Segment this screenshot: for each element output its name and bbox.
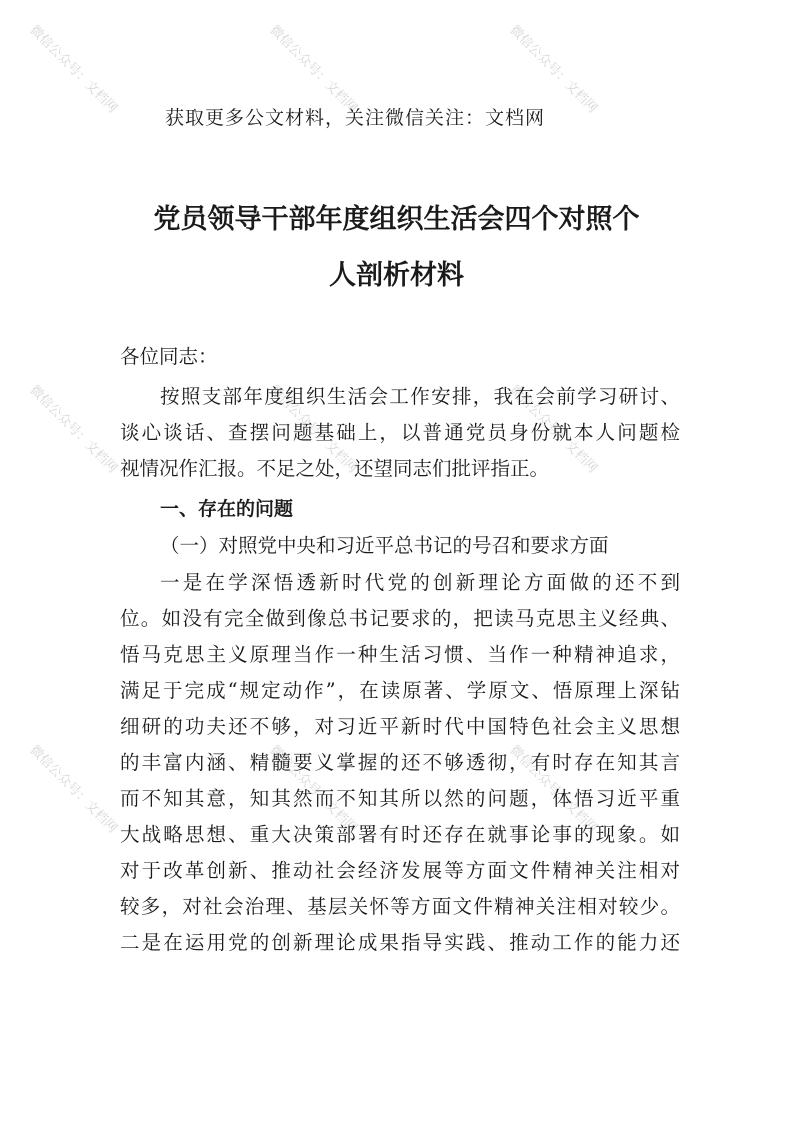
document-title-line-1: 党员领导干部年度组织生活会四个对照个 [153,204,640,235]
body-line: 而不知其意，知其然而不知其所以然的问题，体悟习近平重 [120,787,680,810]
section-heading: 一、存在的问题 [160,498,294,520]
body-line: 较多，对社会治理、基层关怀等方面文件精神关注相对较少。 [120,895,680,918]
intro-line: 按照支部年度组织生活会工作安排，我在会前学习研讨、 [160,385,680,408]
header-note: 获取更多公文材料，关注微信关注：文档网 [165,107,546,129]
body-line: 的丰富内涵、精髓要义掌握的还不够透彻，有时存在知其言 [120,751,680,774]
watermark: 微信公众号：文档网 [266,382,360,477]
watermark: 微信公众号：文档网 [26,382,120,477]
body-line: 悟马克思主义原理当作一种生活习惯、当作一种精神追求， [120,643,680,666]
body-line: 对于改革创新、推动社会经济发展等方面文件精神关注相对 [120,859,680,882]
watermark: 微信公众号：文档网 [506,382,600,477]
intro-line: 视情况作汇报。不足之处，还望同志们批评指正。 [120,457,550,480]
body-line: 一是在学深悟透新时代党的创新理论方面做的还不到 [160,571,680,594]
watermark: 微信公众号：文档网 [266,742,360,837]
body-line: 二是在运用党的创新理论成果指导实践、推动工作的能力还 [120,931,680,954]
subsection-heading: （一）对照党中央和习近平总书记的号召和要求方面 [160,534,609,557]
body-line: 大战略思想、重大决策部署有时还存在就事论事的现象。如 [120,823,680,846]
watermark: 微信公众号：文档网 [506,22,600,117]
salutation: 各位同志： [120,345,218,368]
watermark: 微信公众号：文档网 [26,742,120,837]
body-line: 满足于完成“规定动作”，在读原著、学原文、悟原理上深钻 [120,679,680,702]
document-title-line-2: 人剖析材料 [329,260,464,291]
watermark: 微信公众号：文档网 [266,22,360,117]
watermark: 微信公众号：文档网 [506,742,600,837]
body-line: 细研的功夫还不够，对习近平新时代中国特色社会主义思想 [120,715,680,738]
intro-line: 谈心谈话、查摆问题基础上，以普通党员身份就本人问题检 [120,421,680,444]
body-line: 位。如没有完全做到像总书记要求的，把读马克思主义经典、 [120,607,680,630]
watermark: 微信公众号：文档网 [26,22,120,117]
